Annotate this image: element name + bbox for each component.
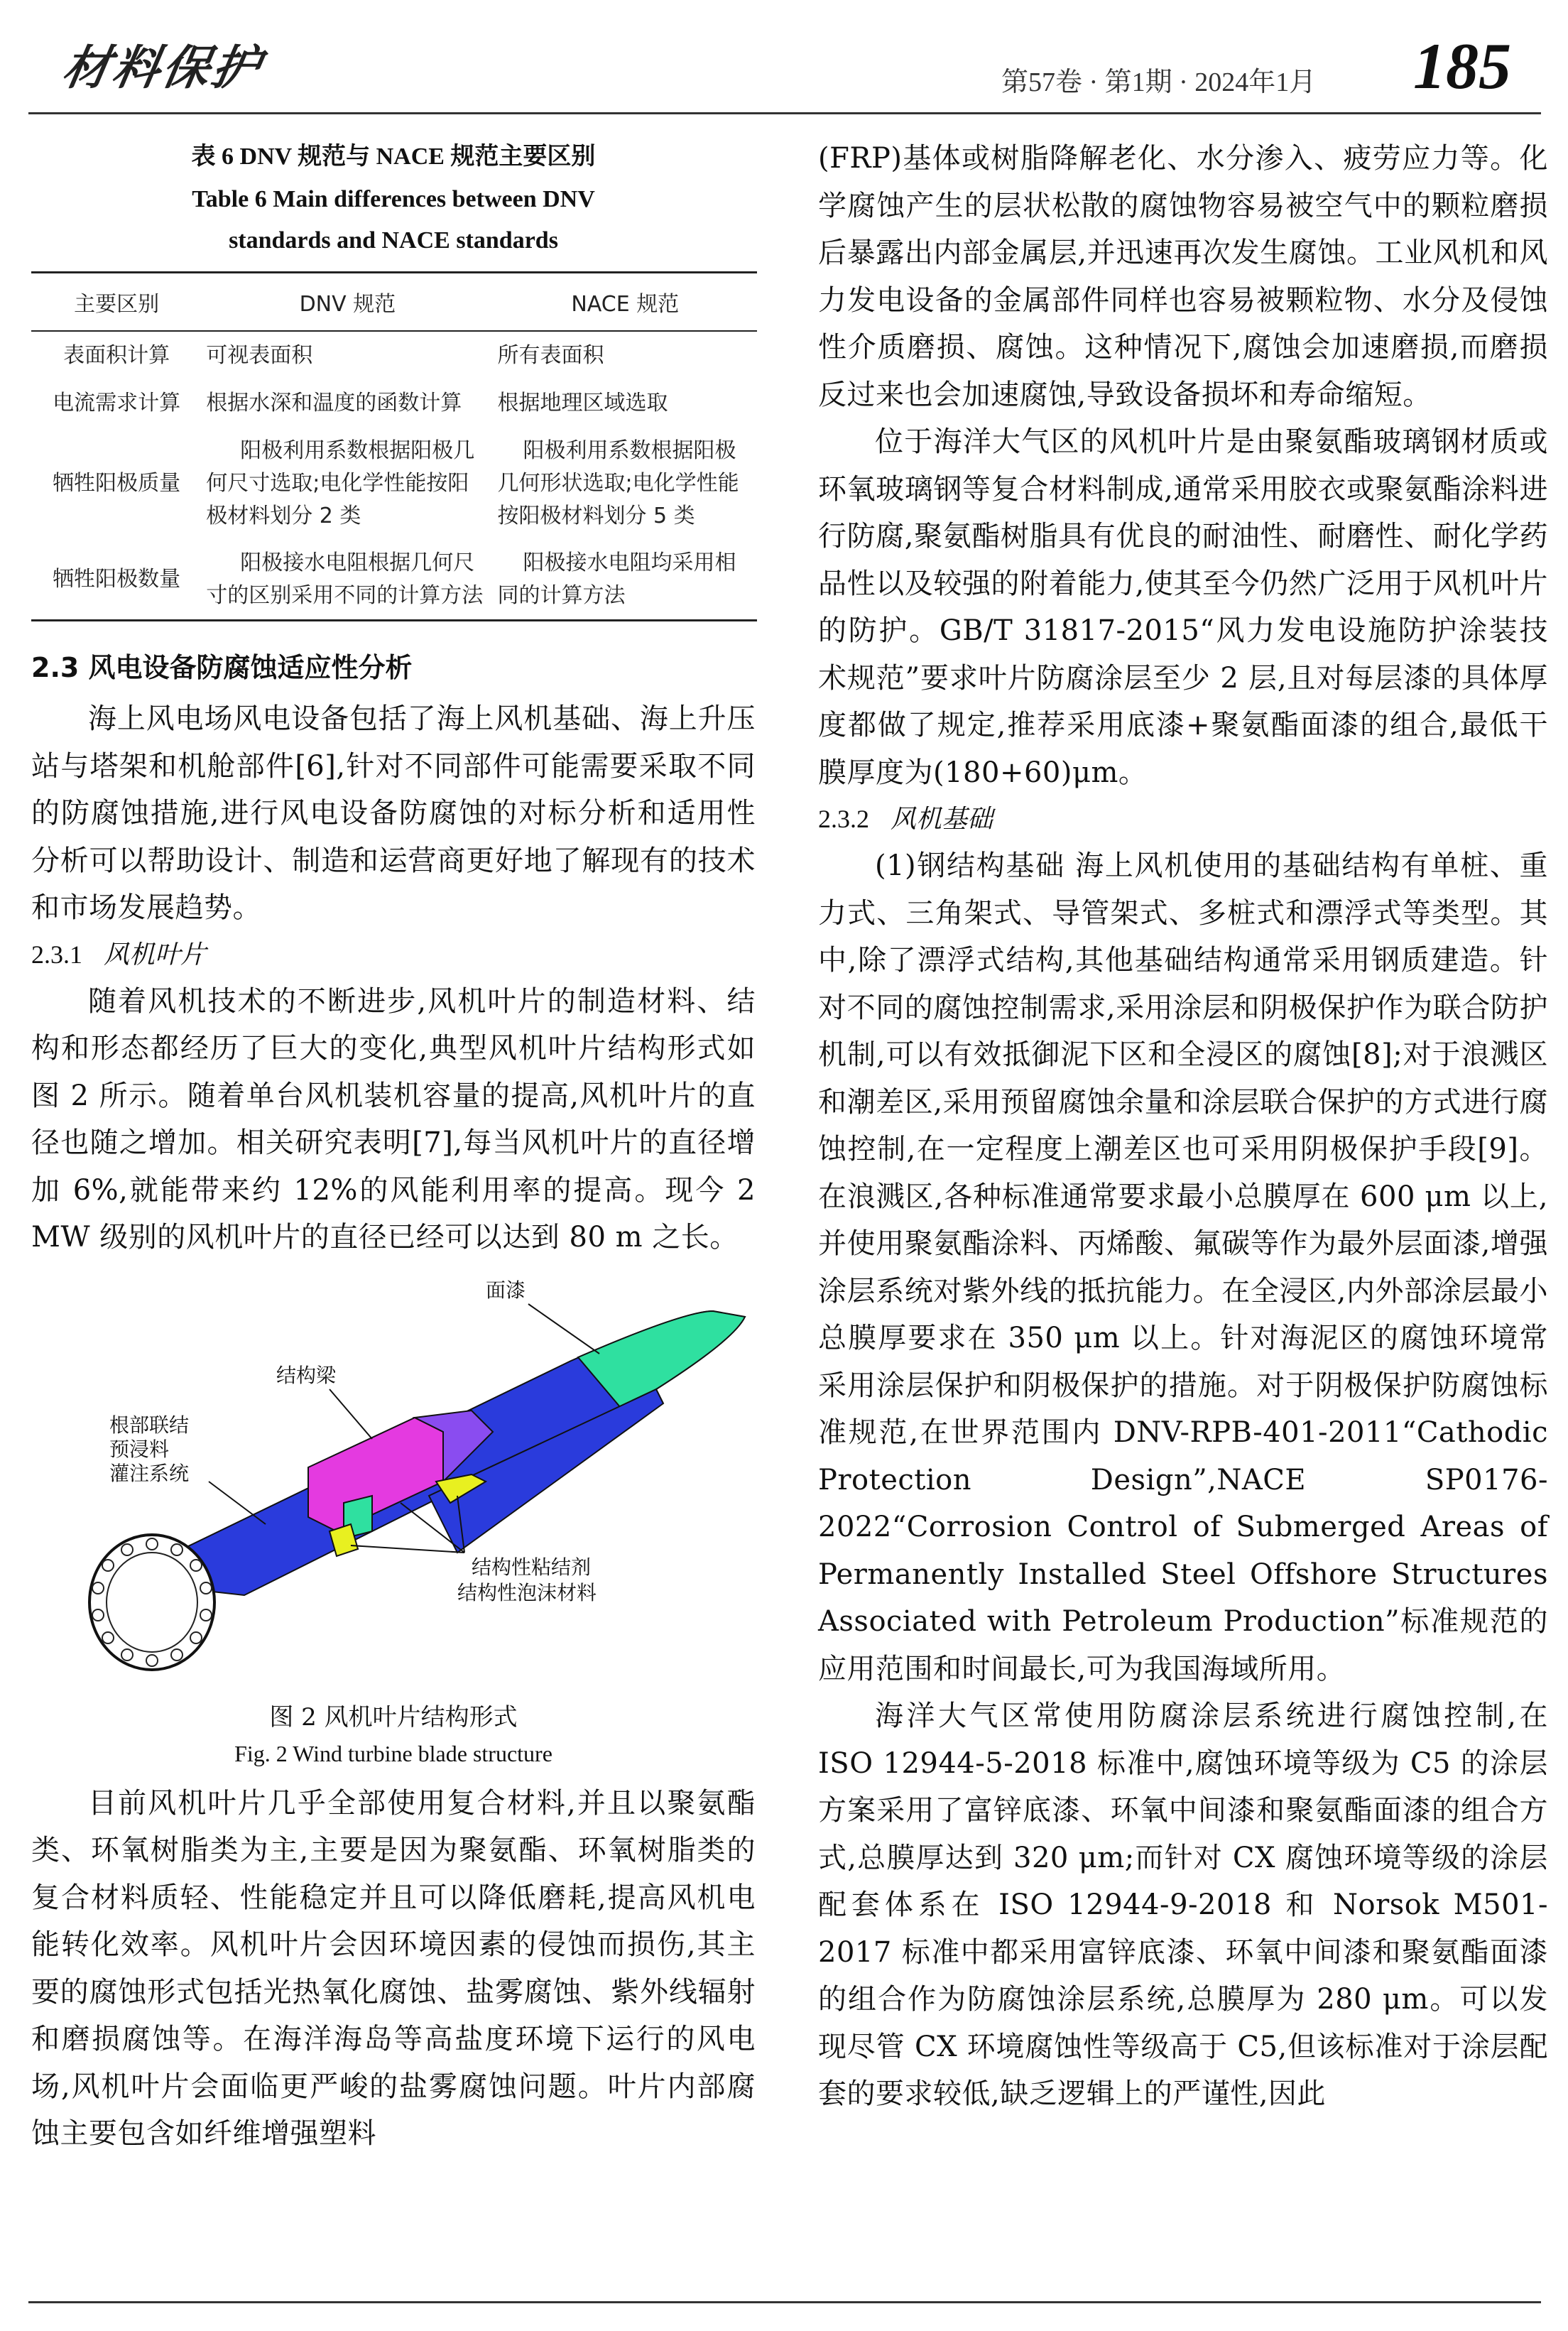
table-cell: 根据地理区域选取 [497, 391, 668, 415]
table-header-cell: 主要区别 [31, 273, 202, 332]
figure-caption-cn: 图 2 风机叶片结构形式 [269, 1702, 518, 1732]
table-cell: 电流需求计算 [53, 391, 181, 415]
table-cell: 根据水深和温度的函数计算 [206, 391, 462, 415]
paragraph: 海上风电场风电设备包括了海上风机基础、海上升压站与塔架和机舱部件[6],针对不同部件可能需要采取不同的防腐蚀措施,进行风电设备防腐蚀的对标分析和适用性分析可以帮助设计、制造和运营商更好地了解现有的技术和市场发展趋势。 [31, 702, 756, 924]
table-row [31, 428, 757, 540]
table-row [31, 331, 757, 379]
paragraph: 随着风机技术的不断进步,风机叶片的制造材料、结构和形态都经历了巨大的变化,典型风机叶片结构形式如图 2 所示。随着单台风机装机容量的提高,风机叶片的直径也随之增加。相关研究表明[7],每当风机叶片的直径增加 6%,就能带来约 12%的风能利用率的提高。现今 2 MW 级别的风机叶片的直径已经可以达到 80 m 之长。 [31, 984, 756, 1254]
header-rule [28, 112, 1541, 114]
left-column [31, 135, 756, 2158]
journal-logo: 材料保护 [58, 40, 267, 95]
blade-diagram [31, 1268, 756, 1695]
page-number: 185 [1413, 30, 1511, 102]
subsection-title: 风机基础 [891, 805, 993, 834]
root-inner-ring [107, 1553, 197, 1652]
label-root-1: 根部联结 [109, 1413, 190, 1437]
figure-caption-en: Fig. 2 Wind turbine blade structure [234, 1740, 552, 1766]
table-header-cell: NACE 规范 [494, 273, 758, 332]
paragraph: 海洋大气区常使用防腐涂层系统进行腐蚀控制,在 ISO 12944-5-2018 标准中,腐蚀环境等级为 C5 的涂层方案采用了富锌底漆、环氧中间漆和聚氨酯面漆的组合方式,总膜厚达到 320 μm;而针对 CX 腐蚀环境等级的涂层配套体系在 ISO 12944-9-2018 和 Norsok M501-2017 标准中都采用富锌底漆、环氧中间漆和聚氨酯面漆的组合作为防腐蚀涂层系统,总膜厚为 280 μm。可以发现尽管 CX 环境腐蚀性等级高于 C5,但该标准对于涂层配套的要求较低,缺乏逻辑上的严谨性,因此 [818, 1700, 1548, 2110]
table-row [31, 379, 757, 428]
comparison-table [31, 271, 757, 621]
section-heading: 2.3 风电设备防腐蚀适应性分析 [31, 652, 413, 683]
subsection-title: 风机叶片 [104, 940, 207, 969]
footer-rule [28, 2301, 1541, 2303]
table-cell: 可视表面积 [206, 342, 313, 368]
table-header-row [31, 273, 757, 332]
table-cell: 阳极利用系数根据阳极几何形状选取;电化学性能按阳极材料划分 5 类 [497, 438, 739, 528]
label-foam: 结构性泡沫材料 [457, 1580, 597, 1604]
table-cell: 表面积计算 [63, 342, 170, 368]
blade-figure [31, 1268, 756, 1695]
table-caption-en-2: standards and NACE standards [229, 227, 558, 254]
table-caption-en-1: Table 6 Main differences between DNV [192, 186, 595, 212]
subsection-heading [818, 798, 1548, 841]
page-header [0, 0, 1568, 114]
paragraph: 目前风机叶片几乎全部使用复合材料,并且以聚氨酯类、环氧树脂类为主,主要是因为聚氨酯、环氧树脂类的复合材料质轻、性能稳定并且可以降低磨耗,提高风机电能转化效率。风机叶片会因环境因素的侵蚀而损伤,其主要的腐蚀形式包括光热氧化腐蚀、盐雾腐蚀、紫外线辐射和磨损腐蚀等。在海洋海岛等高盐度环境下运行的风电场,风机叶片会面临更严峻的盐雾腐蚀问题。叶片内部腐蚀主要包含如纤维增强塑料 [31, 1786, 756, 2150]
table-caption-cn: 表 6 DNV 规范与 NACE 规范主要区别 [191, 143, 596, 170]
right-column [818, 135, 1548, 2118]
subsection-number: 2.3.2 [818, 805, 869, 833]
subsection-number: 2.3.1 [31, 940, 82, 969]
table-header-cell: DNV 规范 [202, 273, 493, 332]
table-cell: 牺牲阳极数量 [31, 540, 202, 621]
table-cell: 阳极接水电阻均采用相同的计算方法 [494, 540, 758, 621]
table-cell: 阳极接水电阻根据几何尺寸的区别采用不同的计算方法 [202, 540, 493, 621]
table-cell: 牺牲阳极质量 [53, 471, 181, 496]
label-topcoat: 面漆 [486, 1278, 526, 1302]
label-root-3: 灌注系统 [109, 1461, 190, 1485]
paragraph: 位于海洋大气区的风机叶片是由聚氨酯玻璃钢材质或环氧玻璃钢等复合材料制成,通常采用胶衣或聚氨酯涂料进行防腐,聚氨酯树脂具有优良的耐油性、耐磨性、耐化学药品性以及较强的附着能力,使其至今仍然广泛用于风机叶片的防护。GB/T 31817-2015“风力发电设施防护涂装技术规范”要求叶片防腐涂层至少 2 层,且对每层漆的具体厚度都做了规定,推荐采用底漆+聚氨酯面漆的组合,最低干膜厚度为(180+60)μm。 [818, 425, 1548, 789]
label-adhesive: 结构性粘结剂 [472, 1555, 592, 1579]
table-cell: 所有表面积 [497, 342, 604, 368]
issue-info: 第57卷 · 第1期 · 2024年1月 [1001, 67, 1317, 97]
paragraph: (1)钢结构基础 海上风机使用的基础结构有单桩、重力式、三角架式、导管架式、多桩式和漂浮式等类型。其中,除了漂浮式结构,其他基础结构通常采用钢质建造。针对不同的腐蚀控制需求,采用涂层和阴极保护作为联合防护机制,可以有效抵御泥下区和全浸区的腐蚀[8];对于浪溅区和潮差区,采用预留腐蚀余量和涂层联合保护的方式进行腐蚀控制,在一定程度上潮差区也可采用阴极保护手段[9]。在浪溅区,各种标准通常要求最小总膜厚在 600 μm 以上,并使用聚氨酯涂料、丙烯酸、氟碳等作为最外层面漆,增强涂层系统对紫外线的抵抗能力。在全浸区,内外部涂层最小总膜厚要求在 350 μm 以上。针对海泥区的腐蚀环境常采用涂层保护和阴极保护的措施。对于阴极保护防腐蚀标准规范,在世界范围内 DNV-RPB-401-2011“Cathodic Protection Design”,NACE SP0176-2022“Corrosion Control of Submerged Areas of Permanently Installed Steel Offshore Structures Associated with Petroleum Production”标准规范的应用范围和时间最长,可为我国海域所用。 [818, 849, 1548, 1685]
label-spar: 结构梁 [276, 1363, 337, 1387]
table-cell: 阳极利用系数根据阳极几何尺寸选取;电化学性能按阳极材料划分 2 类 [206, 438, 475, 528]
table-row [31, 540, 757, 621]
label-root-2: 预浸料 [109, 1437, 170, 1461]
paragraph: (FRP)基体或树脂降解老化、水分渗入、疲劳应力等。化学腐蚀产生的层状松散的腐蚀物容易被空气中的颗粒磨损后暴露出内部金属层,并迅速再次发生腐蚀。工业风机和风力发电设备的金属部件同样也容易被颗粒物、水分及侵蚀性介质磨损、腐蚀。这种情况下,腐蚀会加速磨损,而磨损反过来也会加速腐蚀,导致设备损坏和寿命缩短。 [818, 142, 1548, 411]
subsection-heading [31, 933, 756, 977]
